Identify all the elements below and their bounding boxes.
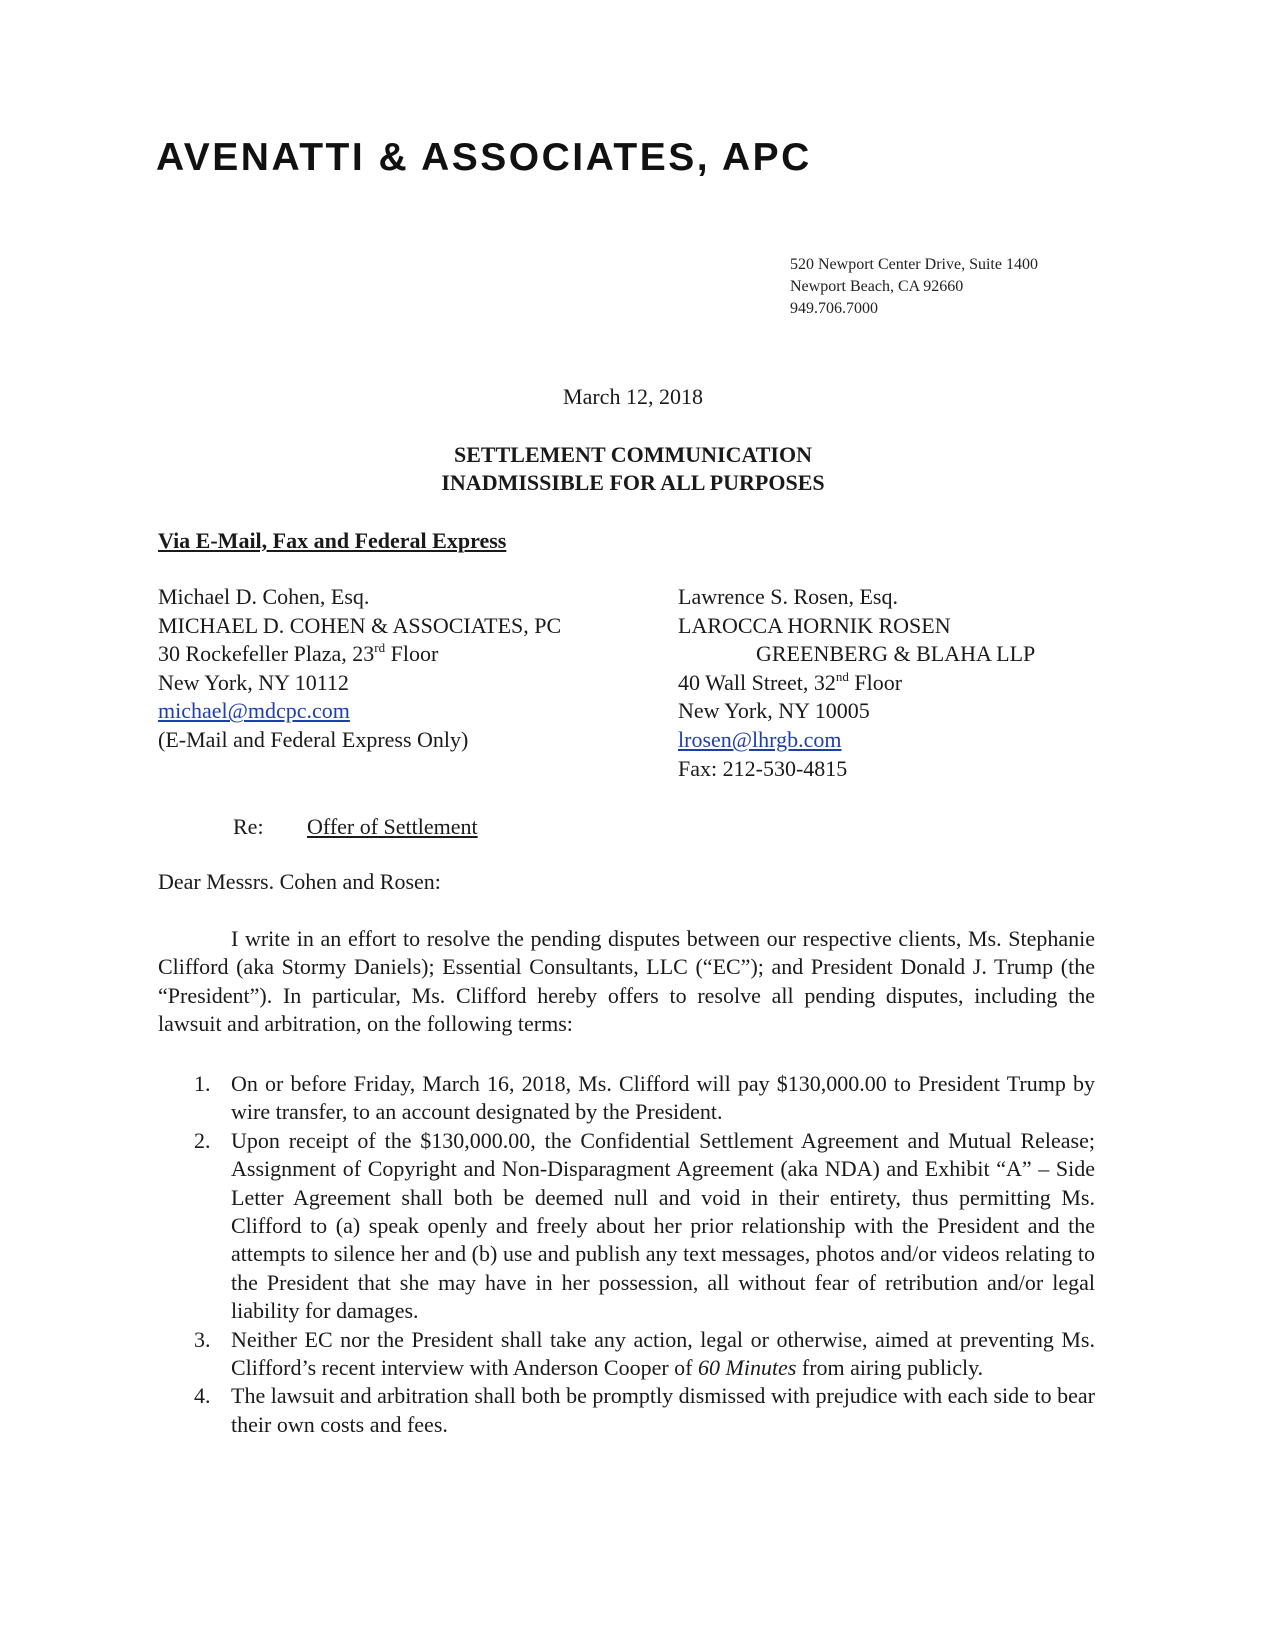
- list-item: [158, 1070, 1095, 1127]
- recipient-right-street: 40 Wall Street, 32nd Floor: [678, 668, 903, 695]
- firm-name: AVENATTI & ASSOCIATES, APC: [156, 136, 812, 179]
- recipient-right-email-link[interactable]: lrosen@lhrgb.com: [678, 726, 842, 752]
- recipient-right-firm-line1: LAROCCA HORNIK ROSEN: [678, 612, 951, 638]
- re-subject: Offer of Settlement: [307, 814, 478, 839]
- recipient-right-address: [678, 583, 1035, 783]
- program-title: 60 Minutes: [698, 1355, 797, 1381]
- heading-line2: INADMISSIBLE FOR ALL PURPOSES: [441, 470, 825, 495]
- recipient-left-street: 30 Rockefeller Plaza, 23rd Floor: [158, 640, 439, 667]
- list-item: [158, 1326, 1095, 1383]
- firm-address-line1: 520 Newport Center Drive, Suite 1400: [790, 256, 1038, 273]
- body-paragraph: I write in an effort to resolve the pending disputes between our respective clients, Ms. Stephanie Clifford (aka Stormy Daniels); Essential Consultants, LLC (“EC”); and President Donald J. Trump (the “President”). In particular, Ms. Clifford hereby offers to resolve all pending disputes, including the lawsuit and arbitration, on the following terms:: [158, 926, 1095, 1037]
- recipient-left-email-link[interactable]: michael@mdcpc.com: [158, 698, 350, 724]
- recipient-left-city: New York, NY 10112: [158, 669, 349, 695]
- recipient-right-name: Lawrence S. Rosen, Esq.: [678, 584, 898, 609]
- term-text: On or before Friday, March 16, 2018, Ms. Clifford will pay $130,000.00 to President Trump by wire transfer, to an account designated by the President.: [231, 1071, 1095, 1125]
- settlement-terms-list: [158, 1070, 1095, 1439]
- delivery-method: Via E-Mail, Fax and Federal Express: [158, 528, 507, 553]
- re-label: Re:: [233, 814, 264, 839]
- list-item: [158, 1127, 1095, 1326]
- term-text: The lawsuit and arbitration shall both be promptly dismissed with prejudice with each side to bear their own costs and fees.: [231, 1383, 1095, 1437]
- confidentiality-heading: [0, 441, 1266, 497]
- term-text: Upon receipt of the $130,000.00, the Confidential Settlement Agreement and Mutual Release; Assignment of Copyright and Non-Disparagment Agreement (aka NDA) and Exhibit “A” – Side Letter Agreement shall both be deemed null and void in their entirety, thus permitting Ms. Clifford to (a) speak openly and freely about her prior relationship with the President and the attempts to silence her and (b) use and publish any text messages, photos and/or videos relating to the President that she may have in her possession, all without fear of retribution and/or legal liability for damages.: [231, 1127, 1095, 1324]
- recipient-right-firm-line2: GREENBERG & BLAHA LLP: [756, 641, 1036, 667]
- term-number: 4.: [194, 1383, 211, 1409]
- recipient-right-city: New York, NY 10005: [678, 698, 870, 724]
- recipient-left-address: [158, 583, 561, 755]
- recipient-left-name: Michael D. Cohen, Esq.: [158, 584, 370, 609]
- firm-phone: 949.706.7000: [790, 300, 878, 317]
- recipient-left-note: (E-Mail and Federal Express Only): [158, 726, 469, 752]
- recipient-left-firm: MICHAEL D. COHEN & ASSOCIATES, PC: [158, 612, 562, 638]
- heading-line1: SETTLEMENT COMMUNICATION: [454, 442, 812, 467]
- letter-date: March 12, 2018: [563, 384, 703, 409]
- firm-address: [790, 254, 1038, 320]
- re-line: [233, 814, 478, 840]
- term-number: 2.: [194, 1127, 211, 1153]
- term-number: 3.: [194, 1326, 211, 1352]
- salutation: Dear Messrs. Cohen and Rosen:: [158, 869, 441, 894]
- firm-address-line2: Newport Beach, CA 92660: [790, 278, 964, 295]
- term-text: Neither EC nor the President shall take any action, legal or otherwise, aimed at preventing Ms. Clifford’s recent interview with Anderson Cooper of 60 Minutes from airing publicly.: [231, 1326, 1095, 1381]
- recipient-right-fax: Fax: 212-530-4815: [678, 755, 848, 781]
- list-item: [158, 1382, 1095, 1439]
- term-number: 1.: [194, 1071, 211, 1096]
